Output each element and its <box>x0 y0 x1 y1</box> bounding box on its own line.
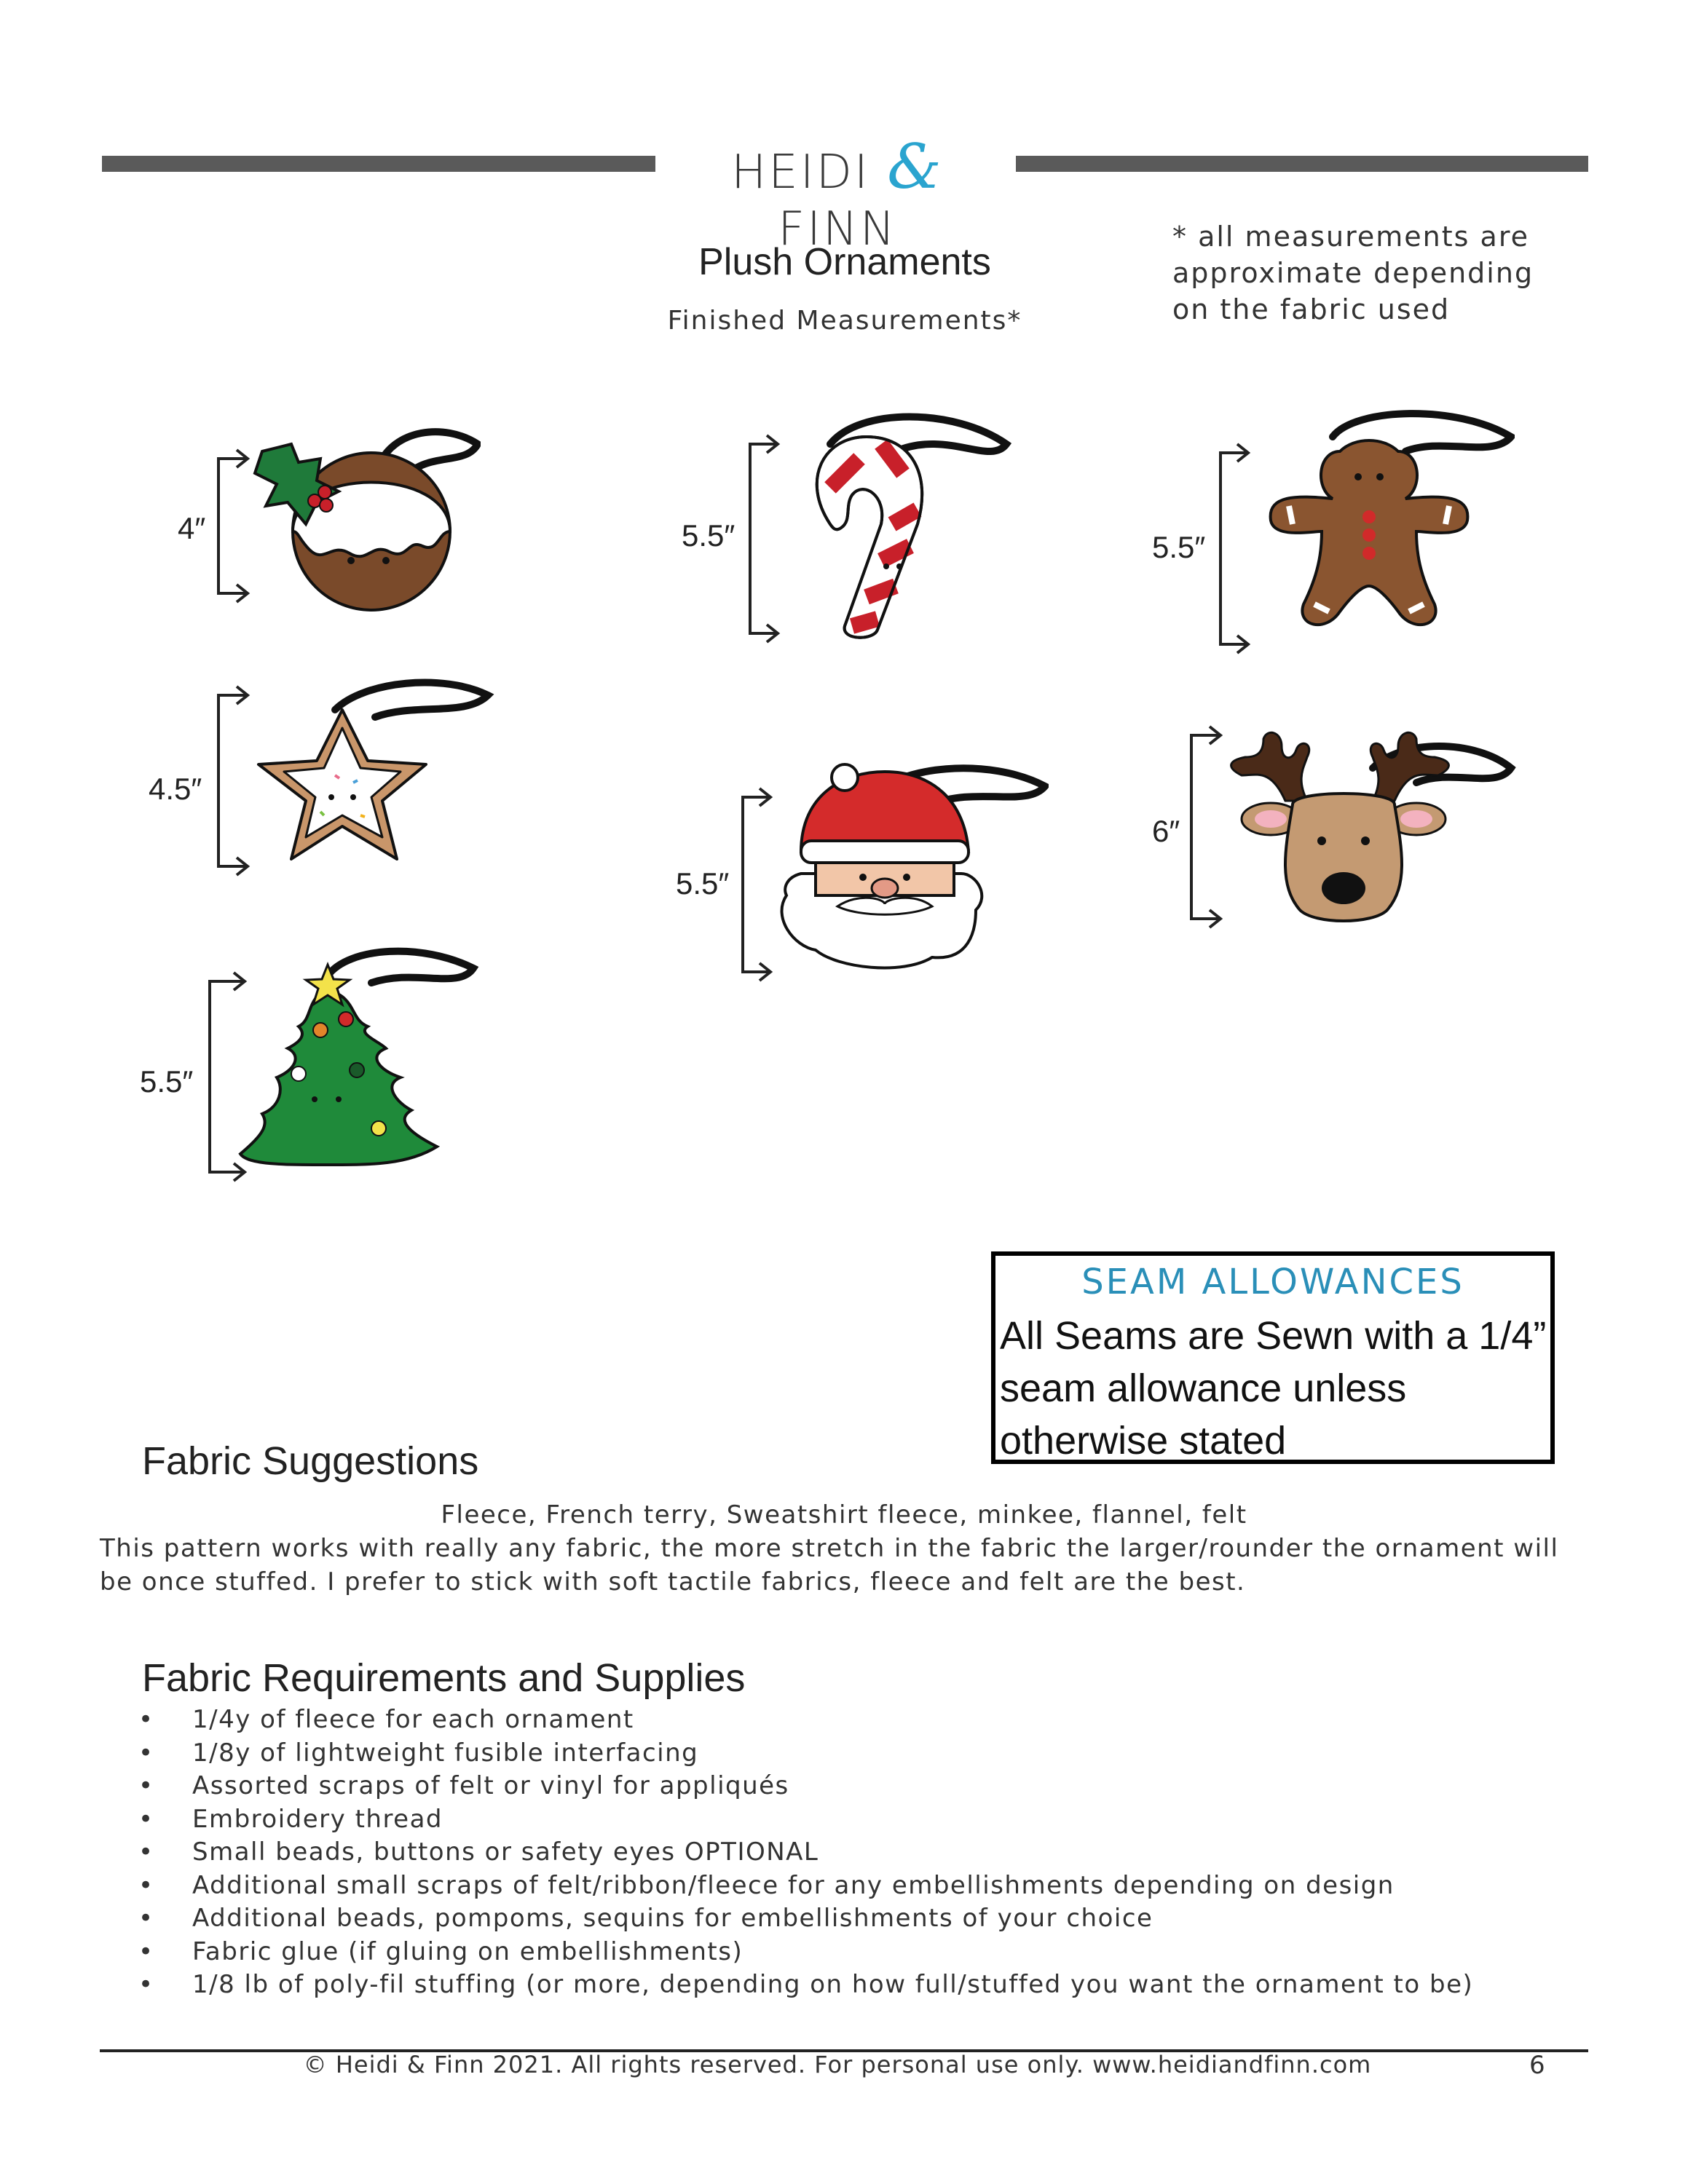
supply-item: • Embroidery thread <box>138 1803 1522 1837</box>
page-title: Plush Ornaments <box>698 241 991 283</box>
pudding-illustration <box>248 422 481 612</box>
supply-item: • 1/4y of fleece for each ornament <box>138 1704 1522 1737</box>
supply-item: • Fabric glue (if gluing on embellishments) <box>138 1936 1522 1969</box>
supply-item: • Small beads, buttons or safety eyes OPTIONAL <box>138 1836 1522 1870</box>
measurement-note: * all measurements are approximate depending on the fabric used <box>1172 221 1534 325</box>
seam-allowance-text: All Seams are Sewn with a 1/4” seam allowance unless otherwise stated <box>1000 1314 1547 1463</box>
brand-ampersand: & <box>887 131 944 202</box>
size-label-reindeer: 6″ <box>1152 814 1180 848</box>
seam-allowance-box <box>991 1251 1555 1464</box>
reindeer-illustration <box>1212 724 1518 935</box>
brand-left: HEIDI <box>731 146 870 199</box>
fabric-requirements-heading: Fabric Requirements and Supplies <box>142 1656 746 1700</box>
supplies-list <box>138 1704 1522 2002</box>
candy-cane-illustration <box>772 400 1012 641</box>
star-cookie-illustration <box>240 666 502 870</box>
page-subtitle: Finished Measurements* <box>667 306 1022 336</box>
footer-copyright: © Heidi & Finn 2021. All rights reserved. For personal use only. www.heidiandfinn.com <box>303 2051 1372 2078</box>
brand-right: FINN <box>778 202 897 256</box>
fabric-suggestions-list: Fleece, French terry, Sweatshirt fleece, minkee, flannel, felt <box>441 1500 1247 1530</box>
supply-item: • Additional beads, pompoms, sequins for embellishments of your choice <box>138 1902 1522 1936</box>
fabric-suggestions-description: This pattern works with really any fabric, the more stretch in the fabric the larger/rounder the ornament will be once stuffed. I prefer to stick with soft tactile fabrics, fleece and felt are the best. <box>100 1534 1559 1597</box>
santa-illustration <box>757 743 1049 983</box>
gingerbread-illustration <box>1253 408 1515 655</box>
page-number: 6 <box>1529 2051 1545 2080</box>
supply-item: • 1/8 lb of poly-fil stuffing (or more, depending on how full/stuffed you want the ornament to be) <box>138 1969 1522 2002</box>
supply-item: • Assorted scraps of felt or vinyl for appliqués <box>138 1770 1522 1803</box>
christmas-tree-illustration <box>233 946 481 1172</box>
size-label-pudding: 4″ <box>178 511 206 545</box>
size-label-gingerbread: 5.5″ <box>1152 530 1206 564</box>
size-label-santa: 5.5″ <box>676 866 730 901</box>
supply-item: • 1/8y of lightweight fusible interfacing <box>138 1737 1522 1770</box>
size-label-tree: 5.5″ <box>140 1064 194 1099</box>
fabric-suggestions-heading: Fabric Suggestions <box>142 1439 479 1483</box>
size-label-star: 4.5″ <box>149 772 202 806</box>
size-label-candy-cane: 5.5″ <box>682 518 735 553</box>
seam-allowance-title: SEAM ALLOWANCES <box>1081 1262 1464 1302</box>
supply-item: • Additional small scraps of felt/ribbon/fleece for any embellishments depending on design <box>138 1870 1522 1903</box>
